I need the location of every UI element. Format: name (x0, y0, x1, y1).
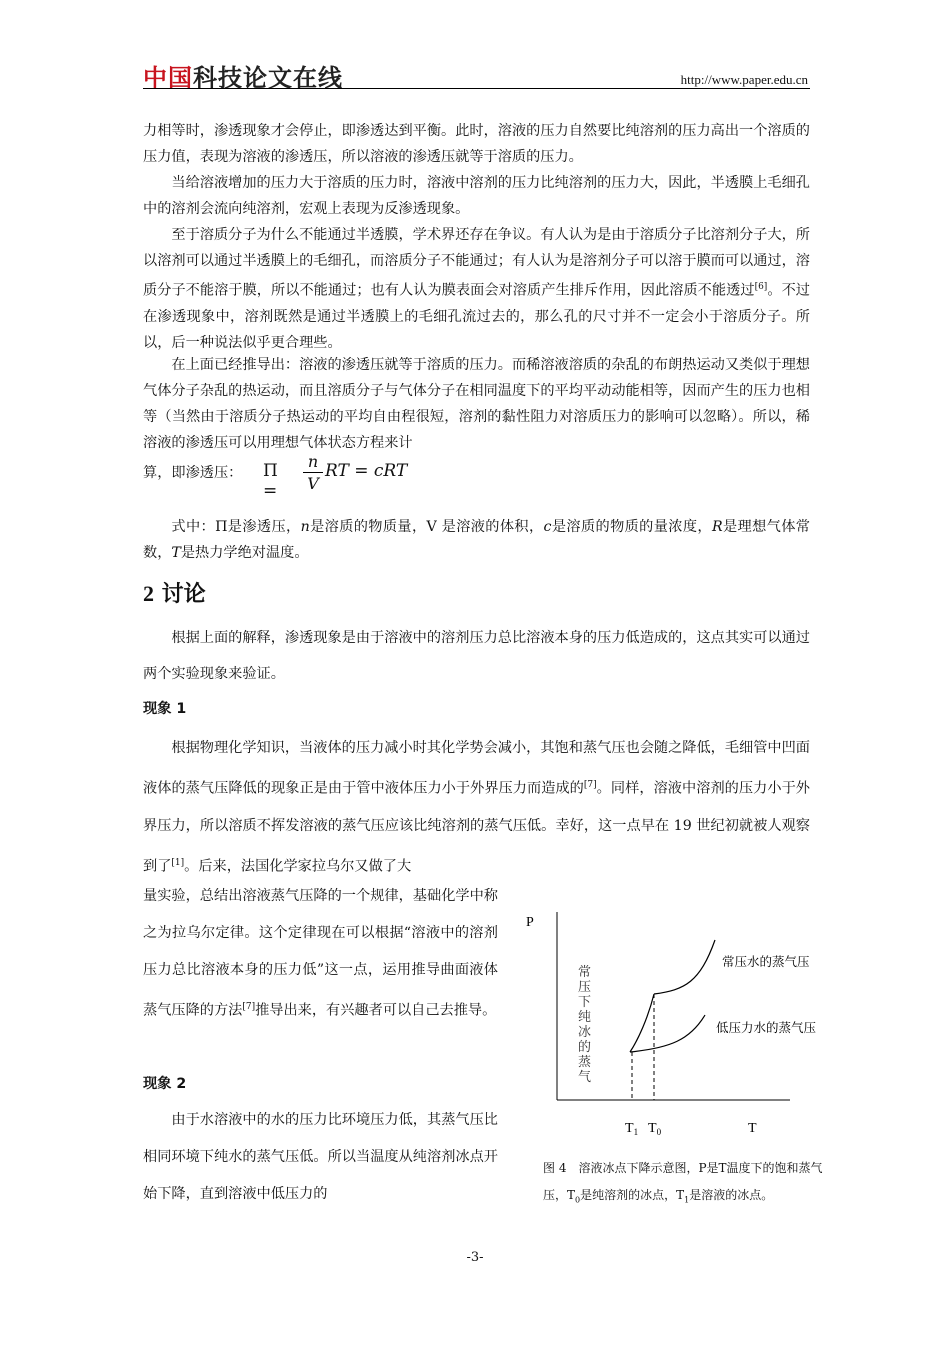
phen1-text-e: 推导出来，有兴趣者可以自己去推导。 (255, 1002, 497, 1019)
section-title: 讨论 (161, 582, 206, 607)
logo-red-text: 中国 (143, 64, 193, 92)
citation-ref: [7] (242, 1002, 256, 1012)
ice-label-char: 的 (578, 1040, 592, 1055)
formula-right: RT = cRT (325, 461, 408, 481)
p5-text-e: 是理想气体常数， (143, 519, 810, 561)
p5-text-c: 是溶质的物质量，V 是溶液的体积， (309, 519, 544, 535)
upper-curve-label: 常压水的蒸气压 (722, 954, 810, 969)
phenomenon-1-text (143, 730, 810, 885)
formula-numerator: n (303, 452, 323, 473)
ice-label-char: 气 (578, 1070, 592, 1085)
phen1-text-a: 根据物理化学知识，当液体的压力减小时其化学势会减小，其饱和蒸气压也会随之降低，毛细管中凹面液体的蒸气压降低的现象正是由于管中液体压力小于外界压力而造成的 (143, 740, 810, 797)
p5-text-b: 是渗透压， (227, 519, 301, 535)
figure-4-diagram (520, 900, 820, 1140)
water-low-pressure-curve (630, 1015, 705, 1052)
ice-label-char: 纯 (578, 1010, 592, 1025)
p5-sym-n: n (300, 519, 310, 535)
caption-sub-0: 0 (575, 1195, 581, 1205)
phenomenon-2-text: 由于水溶液中的水的压力比环境压力低，其蒸气压比相同环境下纯水的蒸气压低。所以当温度从纯溶剂冰点开始下降，直到溶液中低压力的 (143, 1112, 498, 1202)
paragraph-3-text-b: 。不过在渗透现象中，溶剂既然是通过半透膜上的毛细孔流过去的，那么孔的尺寸并不一定会小于溶质分子。所以，后一种说法似乎更合理些。 (143, 282, 810, 351)
t1-main: T (625, 1121, 634, 1136)
paragraph-2: 当给溶液增加的压力大于溶质的压力时，溶液中溶剂的压力比纯溶剂的压力大，因此，半透膜上毛细孔中的溶剂会流向纯溶剂，宏观上表现为反渗透现象。 (143, 175, 810, 217)
phen1-text-b: 。同样，溶液中溶剂的压力小于外界压力，所以溶质不挥发溶液的蒸气压应该比纯溶剂的蒸气压低。幸好，这一点早在 19 世纪初就被人观察到了 (143, 780, 810, 875)
ice-label-char: 压 (578, 980, 592, 995)
p5-text-f: 是热力学绝对温度。 (180, 545, 309, 561)
citation-ref: [7] (583, 780, 597, 790)
t1-sub: 1 (633, 1127, 639, 1137)
p5-sym-r: R (711, 519, 723, 535)
figure-4-caption (543, 1155, 838, 1213)
ice-vapor-curve (630, 994, 654, 1052)
t1-label (625, 1121, 638, 1137)
p5-text-d: 是溶质的物质的量浓度， (551, 519, 712, 535)
p5-sym-c: c (543, 519, 552, 535)
p5-sym-pi: Π (215, 519, 228, 535)
paragraph-4: 在上面已经推导出：溶液的渗透压就等于溶质的压力。而稀溶液溶质的杂乱的布朗热运动又类似于理想气体分子杂乱的热运动，而且溶质分子与气体分子在相同温度下的平均平动动能相等，因而产生的压力也相等（当然由于溶质分子热运动的平均自由程很短，溶剂的黏性阻力对溶质压力的影响可以忽略）。所以，稀溶液的渗透压可以用理想气体状态方程来计 (143, 357, 810, 451)
paragraph-3 (143, 222, 810, 356)
header-rule (143, 88, 810, 89)
caption-text-c: 是溶液的冰点。 (689, 1188, 774, 1202)
formula-lead: 算，即渗透压： (143, 465, 243, 481)
section-intro: 根据上面的解释，渗透现象是由于溶液中的溶剂压力总比溶液本身的压力低造成的，这点其实可以通过两个实验现象来验证。 (143, 630, 810, 682)
ice-label-char: 下 (578, 995, 592, 1010)
citation-ref: [1] (171, 857, 185, 868)
phen1-text-c: 。后来，法国化学家拉乌尔又做了大 (184, 858, 412, 875)
caption-text-b: 是纯溶剂的冰点，T (580, 1188, 685, 1202)
paragraph-1: 力相等时，渗透现象才会停止，即渗透达到平衡。此时，溶液的压力自然要比纯溶剂的压力高出一个溶质的压力值，表现为溶液的渗透压，所以溶液的渗透压就等于溶质的压力。 (143, 123, 810, 165)
p5-sym-t: T (171, 545, 181, 561)
paragraph-3-text-a: 至于溶质分子为什么不能通过半透膜，学术界还存在争议。有人认为是由于溶质分子比溶剂分子大，所以溶剂可以通过半透膜上的毛细孔，而溶质分子不能通过；有人认为是溶剂分子可以溶于膜而可以通过，溶质分子不能溶于膜，所以不能通过；也有人认为膜表面会对溶质产生排斥作用，因此溶质不能透过 (143, 227, 810, 299)
phenomenon-1-text-cont (143, 878, 498, 1030)
x-axis-label: T (748, 1121, 757, 1136)
p5-text-a: 式中： (171, 519, 216, 535)
t0-main: T (648, 1121, 657, 1136)
formula-denominator: V (307, 474, 319, 493)
page-number: -3- (466, 1250, 484, 1265)
t0-label (648, 1121, 662, 1137)
ice-label-vertical (578, 964, 591, 1085)
section-heading (143, 577, 206, 608)
y-axis-label: P (526, 915, 534, 930)
ice-label-char: 蒸 (578, 1055, 592, 1070)
logo-dark-text: 科技论文在线 (193, 64, 343, 92)
section-number: 2 (143, 581, 154, 606)
phenomenon-1-title: 现象 1 (143, 701, 187, 717)
paragraph-5 (143, 514, 810, 566)
water-normal-curve (654, 940, 715, 994)
phen1-text-d: 量实验，总结出溶液蒸气压降的一个规律，基础化学中称之为拉乌尔定律。这个定律现在可以根据“溶液中的溶剂压力总比溶液本身的压力低”这一点，运用推导曲面液体蒸气压降的方法 (143, 888, 498, 1019)
formula-left: Π = (263, 461, 278, 501)
phenomenon-2-title: 现象 2 (143, 1076, 187, 1092)
caption-text-a: 图 4 溶液冰点下降示意图，P是T温度下的饱和蒸气压，T (543, 1161, 823, 1202)
caption-sub-1: 1 (684, 1195, 690, 1205)
ice-label-char: 冰 (578, 1025, 592, 1040)
header-url[interactable]: http://www.paper.edu.cn (680, 72, 808, 87)
citation-ref: [6] (754, 282, 768, 292)
ice-label-char: 常 (578, 965, 592, 980)
t0-sub: 0 (656, 1127, 662, 1137)
lower-curve-label: 低压力水的蒸气压 (716, 1020, 817, 1035)
formula-fraction (303, 452, 323, 495)
